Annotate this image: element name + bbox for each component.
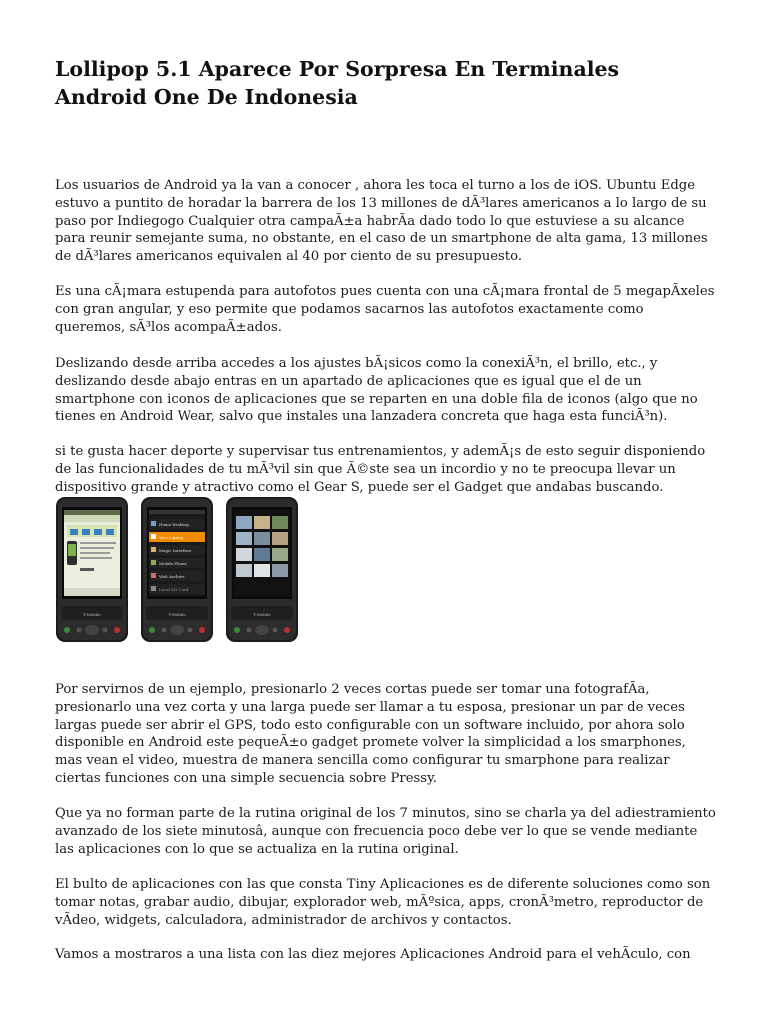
menu-item-label: Web Archive (159, 574, 185, 579)
svg-text:T-Mobile: T-Mobile (253, 612, 271, 617)
phone-web-page-image (55, 496, 129, 643)
menu-item-label: Mobile Phone (159, 561, 187, 566)
svg-text:T-Mobile: T-Mobile (83, 612, 101, 617)
paragraph: Los usuarios de Android ya la van a conocer , ahora les toca el turno a los de iOS. Ubuntu Edge estuvo a puntito de horadar la barrera de los 13 millones de dÃ³lares americanos a lo largo de su paso por Indiegogo Cualquier otra campaÃ±a habrÃa dado todo lo que estuviese a su alcance para reunir semejante suma, no obstante, en el caso de un smartphone de alta gama, 13 millones de dÃ³lares americanos equivalen al 40 por ciento de su presupuesto. (55, 178, 708, 265)
paragraph: Deslizando desde arriba accedes a los ajustes bÃ¡sicos como la conexiÃ³n, el brillo, etc., y deslizando desde abajo entras en un apartado de aplicaciones que es igual que el de un smartphone con iconos de aplicaciones que se reparten en una doble fila de iconos (algo que no tienes en Android Wear, salvo que instales una lanzadera concreta que haga esta funciÃ³n). (55, 356, 698, 425)
paragraph: Es una cÃ¡mara estupenda para autofotos pues cuenta con una cÃ¡mara frontal de 5 megapÃxeles con gran angular, y eso permite que podamos sacarnos las autofotos exactamente como queremos, sÃ³los acompaÃ±ados. (55, 284, 715, 335)
phone-menu-image (140, 496, 214, 643)
paragraph: Por servirnos de un ejemplo, presionarlo 2 veces cortas puede ser tomar una fotografÃa, presionarlo una vez corta y una larga puede ser llamar a tu esposa, presionar un par de veces largas puede ser abrir el GPS, todo esto configurable con un software incluido, por ahora solo disponible en Android este pequeÃ±o gadget promete volver la simplicidad a los smarphones, mas vean el video, muestra de manera sencilla como configurar tu smarphone para realizar ciertas funciones con una simple secuencia sobre Pressy. (55, 682, 686, 786)
svg-text:T-Mobile: T-Mobile (168, 612, 186, 617)
phone-gallery-image (225, 496, 299, 643)
paragraph: Que ya no forman parte de la rutina original de los 7 minutos, sino se charla ya del adiestramiento avanzado de los siete minutosâ, aunque con frecuencia poco debe ver lo que se vende mediante las aplicaciones con lo que se actualiza en la rutina original. (55, 806, 716, 857)
menu-item-label: Magic Interface (159, 548, 192, 553)
phones-figure (55, 496, 305, 644)
article-title: Lollipop 5.1 Aparece Por Sorpresa En Terminales Android One De Indonesia (55, 57, 620, 109)
menu-item-label: Vivo Laptop (159, 535, 184, 540)
paragraph: El bulto de aplicaciones con las que consta Tiny Aplicaciones es de diferente soluciones como son tomar notas, grabar audio, dibujar, explorador web, mÃºsica, apps, cronÃ³metro, reproductor de vÃdeo, widgets, calculadora, administrador de archivos y contactos. (55, 877, 711, 928)
paragraph: Vamos a mostraros a una lista con las diez mejores Aplicaciones Android para el vehÃculo, con (55, 947, 691, 962)
paragraph: si te gusta hacer deporte y supervisar tus entrenamientos, y ademÃ¡s de esto seguir disponiendo de las funcionalidades de tu mÃ³vil sin que Ã©ste sea un incordio y no te preocupa llevar un dispositivo grande y atractivo como el Gear S, puede ser el Gadget que andabas buscando. (55, 444, 706, 495)
menu-item-label: Home Desktop (159, 522, 189, 527)
menu-item-label: Local SD Card (159, 587, 189, 592)
